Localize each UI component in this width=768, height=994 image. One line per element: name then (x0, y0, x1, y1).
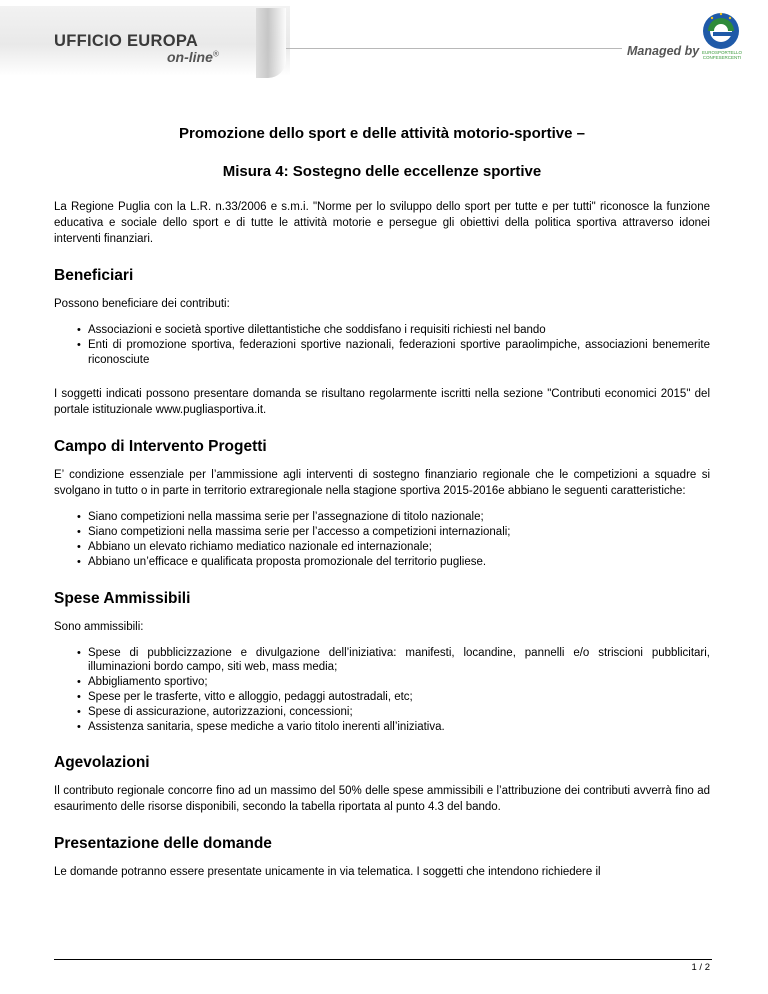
list-item: • Siano competizioni nella massima serie per l’accesso a competizioni internazionali; (88, 525, 710, 540)
intro-paragraph: La Regione Puglia con la L.R. n.33/2006 e s.m.i. "Norme per lo sviluppo dello sport per tutte e per tutti" riconosce la funzione educativa e sociale dello sport e di tutte le attività motorie e persegue gli obiettivi della politica sportiva attraverso idonei interventi finanziari. (54, 201, 710, 245)
presentazione-domande-text: Le domande potranno essere presentate unicamente in via telematica. I soggetti che intendono richiedere il (54, 866, 601, 879)
document-subtitle: Misura 4: Sostegno delle eccellenze sportive (222, 163, 542, 180)
list-item: • Assistenza sanitaria, spese mediche a vario titolo inerenti all’iniziativa. (88, 720, 710, 735)
heading-agevolazioni: Agevolazioni (54, 754, 150, 772)
page-number: 1 / 2 (691, 962, 710, 973)
brand-title: UFFICIO EUROPA (54, 32, 199, 50)
header-swoosh (256, 8, 286, 78)
list-item: • Abbigliamento sportivo; (88, 675, 710, 690)
campo-intervento-text: E’ condizione essenziale per l’ammissione agli interventi di sostegno finanziario regionale che le competizioni a squadre si svolgano in tutto o in parte in territorio extraregionale nella stagione sportiva 2015-2016e abbiano le seguenti caratteristiche: (54, 469, 710, 498)
agevolazioni-text: Il contributo regionale concorre fino ad un massimo del 50% delle spese ammissibili e l’attribuzione dei contributi avverrà fino ad esaurimento delle risorse disponibili, secondo la tabella riportata al punto 4.3 del bando. (54, 785, 710, 814)
list-item: • Spese di pubblicizzazione e divulgazione dell’iniziativa: manifesti, locandine, pannelli e/o striscioni pubblicitari, illuminazioni bordo campo, siti web, mass media; (88, 646, 710, 676)
spese-ammissibili-text: Sono ammissibili: (54, 620, 144, 633)
managed-by-label: Managed by (627, 44, 700, 58)
footer-divider (54, 959, 712, 960)
list-item: • Abbiano un elevato richiamo mediatico nazionale ed internazionale; (88, 540, 710, 555)
logo-caption: EUROSPORTELLO CONFESERCENTI (702, 50, 742, 60)
brand-subtitle: on-line® (167, 49, 219, 65)
beneficiari-note: I soggetti indicati possono presentare domanda se risultano regolarmente iscritti nella sezione "Contributi economici 2015" del portale istituzionale www.pugliasportiva.it. (54, 388, 710, 417)
heading-presentazione-domande: Presentazione delle domande (54, 835, 272, 853)
beneficiari-text: Possono beneficiare dei contributi: (54, 298, 230, 310)
beneficiari-list (54, 323, 710, 367)
page-header (0, 0, 768, 90)
campo-intervento-list (54, 510, 710, 569)
heading-spese-ammissibili: Spese Ammissibili (54, 589, 191, 607)
list-item: • Abbiano un’efficace e qualificata proposta promozionale del territorio pugliese. (88, 555, 710, 570)
header-divider (286, 48, 622, 49)
list-item: • Spese di assicurazione, autorizzazioni, concessioni; (88, 705, 710, 720)
list-item: • Associazioni e società sportive dilettantistiche che soddisfano i requisiti richiesti nel bando (88, 323, 710, 338)
list-item: • Spese per le trasferte, vitto e alloggio, pedaggi autostradali, etc; (88, 690, 710, 705)
document-title: Promozione dello sport e delle attività motorio-sportive – (179, 125, 585, 142)
spese-ammissibili-list (54, 646, 710, 735)
list-item: • Siano competizioni nella massima serie per l’assegnazione di titolo nazionale; (88, 510, 710, 525)
heading-beneficiari: Beneficiari (54, 267, 134, 284)
heading-campo-intervento: Campo di Intervento Progetti (54, 438, 267, 456)
eurosportello-logo (700, 10, 742, 72)
document-body (54, 124, 710, 880)
list-item: • Enti di promozione sportiva, federazioni sportive nazionali, federazioni sportive paraolimpiche, associazioni benemerite riconosciute (88, 338, 710, 368)
